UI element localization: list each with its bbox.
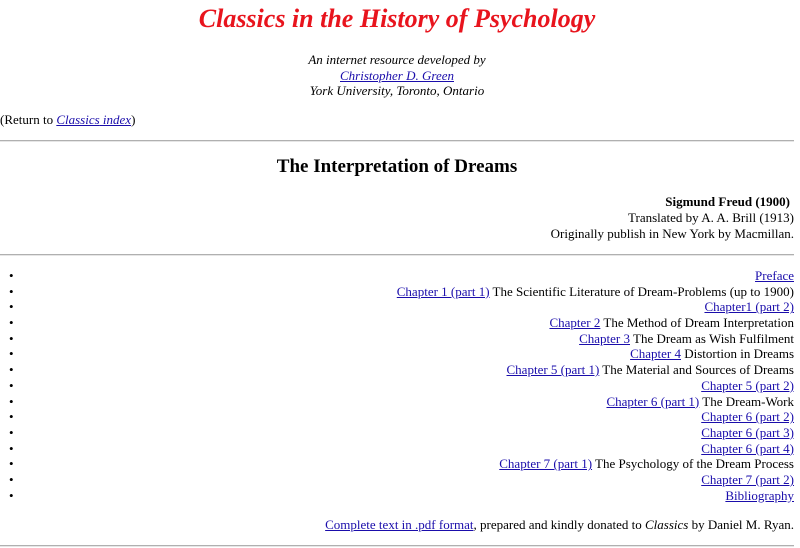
toc-item <box>0 315 794 331</box>
byline <box>551 194 794 242</box>
bullet-icon: • <box>9 268 14 283</box>
toc-link[interactable]: Preface <box>755 268 794 283</box>
pdf-note <box>325 517 794 533</box>
toc-item <box>0 441 794 457</box>
bullet-icon: • <box>9 283 14 299</box>
toc-link[interactable]: Chapter 2 <box>549 315 601 331</box>
bullet-icon: • <box>9 471 14 487</box>
toc-link[interactable]: Chapter 7 (part 2) <box>701 471 794 487</box>
toc-link[interactable]: Chapter 5 (part 2) <box>701 377 794 393</box>
bullet-icon: • <box>9 330 14 346</box>
toc-link[interactable]: Chapter 6 (part 3) <box>701 424 794 440</box>
toc-item <box>0 346 794 362</box>
toc-description: Distortion in Dreams <box>680 346 794 362</box>
bullet-icon: • <box>9 409 14 425</box>
developer-link[interactable]: Christopher D. Green <box>340 67 454 83</box>
pdf-link[interactable]: Complete text in .pdf format <box>325 517 474 532</box>
bullet-icon: • <box>9 393 14 409</box>
toc-description: The Material and Sources of Dreams <box>599 362 794 378</box>
translator: Translated by A. A. Brill (1913) <box>628 210 794 225</box>
divider <box>0 140 794 142</box>
toc-item <box>0 378 794 394</box>
bullet-icon: • <box>9 487 14 503</box>
site-title: Classics in the History of Psychology <box>198 4 596 33</box>
toc-link[interactable]: Chapter 4 <box>630 346 681 362</box>
author: Sigmund Freud (1900) <box>665 194 790 209</box>
table-of-contents <box>0 268 794 503</box>
bullet-icon: • <box>9 362 14 378</box>
toc-description: The Method of Dream Interpretation <box>600 315 794 331</box>
return-nav <box>0 112 135 128</box>
toc-description: The Dream-Work <box>699 393 794 409</box>
divider <box>0 545 794 547</box>
toc-link[interactable]: Chapter 7 (part 1) <box>499 456 593 472</box>
toc-description: The Psychology of the Dream Process <box>592 456 794 472</box>
index-link-text[interactable]: index <box>99 112 132 127</box>
toc-description: The Scientific Literature of Dream-Problems (up to 1900) <box>489 283 794 299</box>
toc-description: The Dream as Wish Fulfilment <box>630 330 794 346</box>
toc-link[interactable]: Chapter 3 <box>579 330 630 346</box>
bullet-icon: • <box>9 315 14 331</box>
site-subheader <box>0 52 794 99</box>
bullet-icon: • <box>9 299 14 315</box>
pdf-classics: Classics <box>645 517 689 532</box>
bullet-icon: • <box>9 456 14 472</box>
bullet-icon: • <box>9 377 14 393</box>
tagline: An internet resource developed by <box>308 52 486 67</box>
toc-link[interactable]: Chapter 6 (part 1) <box>606 393 700 409</box>
toc-item <box>0 362 794 378</box>
toc-link[interactable]: Chapter 6 (part 2) <box>701 409 794 425</box>
bullet-icon: • <box>9 346 14 362</box>
toc-link[interactable]: Chapter 5 (part 1) <box>506 362 600 378</box>
publication-note: Originally publish in New York by Macmillan. <box>550 226 794 241</box>
toc-item <box>0 268 794 284</box>
bullet-icon: • <box>9 424 14 440</box>
toc-item <box>0 409 794 425</box>
toc-item <box>0 488 794 504</box>
divider <box>0 254 794 256</box>
toc-item <box>0 456 794 472</box>
toc-link[interactable]: Chapter 1 (part 1) <box>396 283 490 299</box>
document-title: The Interpretation of Dreams <box>276 156 518 177</box>
toc-item <box>0 284 794 300</box>
toc-item <box>0 299 794 315</box>
toc-item <box>0 394 794 410</box>
return-prefix: (Return to <box>0 112 57 127</box>
return-suffix: ) <box>131 112 136 127</box>
toc-link[interactable]: Bibliography <box>725 487 794 503</box>
affiliation: York University, Toronto, Ontario <box>309 83 485 98</box>
toc-link[interactable]: Chapter1 (part 2) <box>704 299 794 315</box>
pdf-text-after: by Daniel M. Ryan. <box>688 517 794 532</box>
classics-link-text[interactable]: Classics <box>56 112 100 127</box>
pdf-text-before: , prepared and kindly donated to <box>473 517 646 532</box>
toc-link[interactable]: Chapter 6 (part 4) <box>701 440 794 456</box>
bullet-icon: • <box>9 440 14 456</box>
toc-item <box>0 425 794 441</box>
classics-index-link[interactable] <box>56 112 131 127</box>
toc-item <box>0 472 794 488</box>
toc-item <box>0 331 794 347</box>
